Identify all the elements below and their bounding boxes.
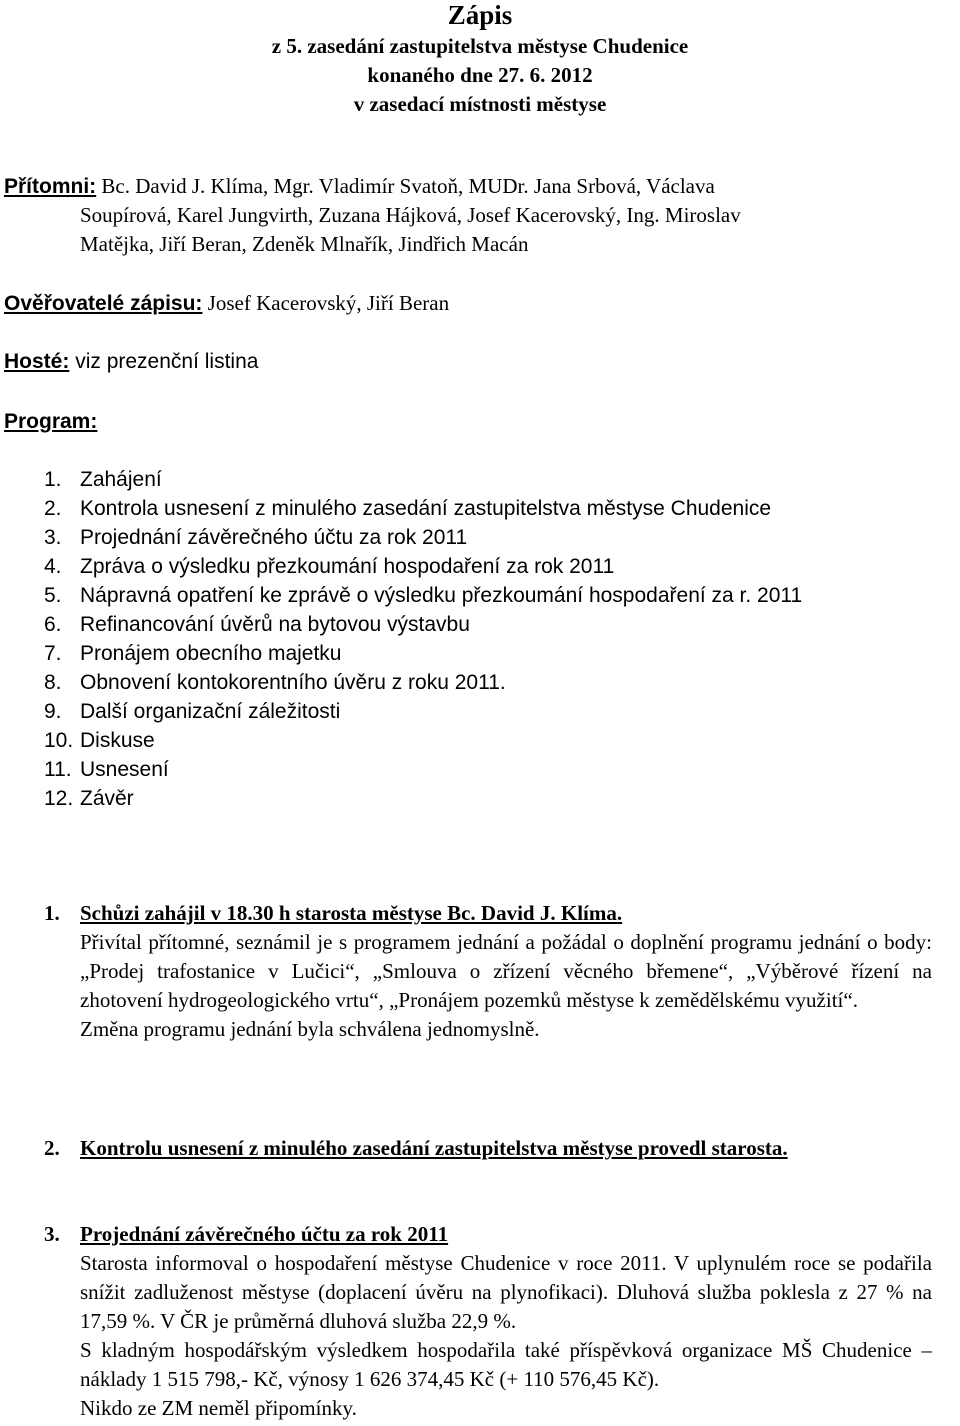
agenda-item-number: 5. (44, 584, 62, 607)
agenda-item-number: 9. (44, 700, 62, 723)
section-paragraph: Nikdo ze ZM neměl připomínky. (80, 1396, 357, 1420)
agenda-item-text: Nápravná opatření ke zprávě o výsledku přezkoumání hospodaření za r. 2011 (80, 584, 803, 607)
agenda-item-number: 2. (44, 497, 62, 520)
section-heading-text: Kontrolu usnesení z minulého zasedání zastupitelstva městyse provedl starosta. (80, 1136, 788, 1160)
agenda-item-number: 12. (44, 787, 74, 810)
section-heading-text: Projednání závěrečného účtu za rok 2011 (80, 1222, 449, 1246)
section-paragraph: Změna programu jednání byla schválena jednomyslně. (80, 1017, 540, 1041)
agenda-item (44, 581, 802, 610)
agenda-item-number: 10. (44, 729, 74, 752)
meeting-place-line: v zasedací místnosti městyse (353, 92, 607, 116)
agenda-item (44, 639, 802, 668)
agenda-item-text: Další organizační záležitosti (80, 700, 341, 723)
section-body (44, 928, 932, 1044)
agenda-item (44, 610, 802, 639)
section-final-account (44, 1220, 932, 1423)
agenda-item (44, 697, 802, 726)
section-number: 3. (44, 1222, 60, 1246)
agenda-item-number: 3. (44, 526, 62, 549)
agenda-item (44, 552, 802, 581)
agenda-item-number: 4. (44, 555, 62, 578)
section-heading-text: Schůzi zahájil v 18.30 h starosta městyse Bc. David J. Klíma. (80, 901, 623, 925)
program-label: Program: (4, 410, 98, 433)
agenda-item-text: Refinancování úvěrů na bytovou výstavbu (80, 613, 470, 636)
guests-label: Hosté: (4, 350, 70, 373)
present-line-1: Bc. David J. Klíma, Mgr. Vladimír Svatoň, MUDr. Jana Srbová, Václava (101, 174, 715, 198)
agenda-item (44, 465, 802, 494)
present-block (4, 172, 944, 259)
agenda-item-text: Zpráva o výsledku přezkoumání hospodaření za rok 2011 (80, 555, 615, 578)
section-heading (44, 1220, 932, 1249)
section-number: 1. (44, 901, 60, 925)
agenda-item-number: 7. (44, 642, 62, 665)
present-label: Přítomni: (4, 175, 97, 198)
guests-value: viz prezenční listina (75, 350, 259, 373)
meeting-date-line: konaného dne 27. 6. 2012 (367, 63, 593, 87)
agenda-item-text: Kontrola usnesení z minulého zasedání zastupitelstva městyse Chudenice (80, 497, 772, 520)
section-paragraph: Starosta informoval o hospodaření městyse Chudenice v roce 2011. V uplynulém roce se podařila snížit zadluženost městyse (doplacení úvěru na plynofikaci). Dluhová služba poklesla z 27 % na 17,59 %. V ČR je průměrná dluhová služba 22,9 %. (80, 1251, 932, 1333)
agenda-item-number: 6. (44, 613, 62, 636)
present-line-3: Matějka, Jiří Beran, Zdeněk Mlnařík, Jindřich Macán (80, 232, 529, 256)
agenda-item-text: Závěr (80, 787, 134, 810)
agenda-item-text: Obnovení kontokorentního úvěru z roku 2011. (80, 671, 506, 694)
agenda-item-text: Usnesení (80, 758, 169, 781)
agenda-item-text: Projednání závěrečného účtu za rok 2011 (80, 526, 468, 549)
agenda-item-text: Pronájem obecního majetku (80, 642, 342, 665)
agenda-item-number: 11. (44, 758, 72, 781)
agenda-item-text: Diskuse (80, 729, 155, 752)
verifiers-label: Ověřovatelé zápisu: (4, 292, 203, 315)
agenda-list (44, 465, 802, 813)
meeting-line: z 5. zasedání zastupitelstva městyse Chudenice (271, 34, 689, 58)
section-number: 2. (44, 1136, 60, 1160)
verifiers-value: Josef Kacerovský, Jiří Beran (207, 291, 450, 315)
verifiers-block (4, 289, 449, 318)
agenda-item-number: 1. (44, 468, 62, 491)
agenda-item (44, 668, 802, 697)
section-resolution-check (44, 1134, 932, 1163)
agenda-item-text: Zahájení (80, 468, 162, 491)
agenda-item (44, 726, 802, 755)
document-title: Zápis (447, 0, 513, 30)
section-opening (44, 899, 932, 1044)
section-paragraph: Přivítal přítomné, seznámil je s programem jednání a požádal o doplnění programu jednání o body: „Prodej trafostanice v Lučici“, „Smlouva o zřízení věcného břemene“, „Výběrové řízení na zhotovení hydrogeologického vrtu“, „Pronájem pozemků městyse k zemědělskému využití“. (80, 930, 932, 1012)
agenda-item (44, 523, 802, 552)
agenda-item-number: 8. (44, 671, 62, 694)
guests-block (4, 347, 258, 376)
section-heading (44, 1134, 932, 1163)
present-line-2: Soupírová, Karel Jungvirth, Zuzana Hájková, Josef Kacerovský, Ing. Miroslav (80, 203, 741, 227)
program-heading (4, 407, 97, 436)
agenda-item (44, 494, 802, 523)
section-heading (44, 899, 932, 928)
section-body (44, 1249, 932, 1423)
agenda-item (44, 755, 802, 784)
section-paragraph: S kladným hospodářským výsledkem hospodařila také příspěvková organizace MŠ Chudenice – náklady 1 515 798,- Kč, výnosy 1 626 374,45 Kč (+ 110 576,45 Kč). (80, 1338, 932, 1391)
agenda-item (44, 784, 802, 813)
